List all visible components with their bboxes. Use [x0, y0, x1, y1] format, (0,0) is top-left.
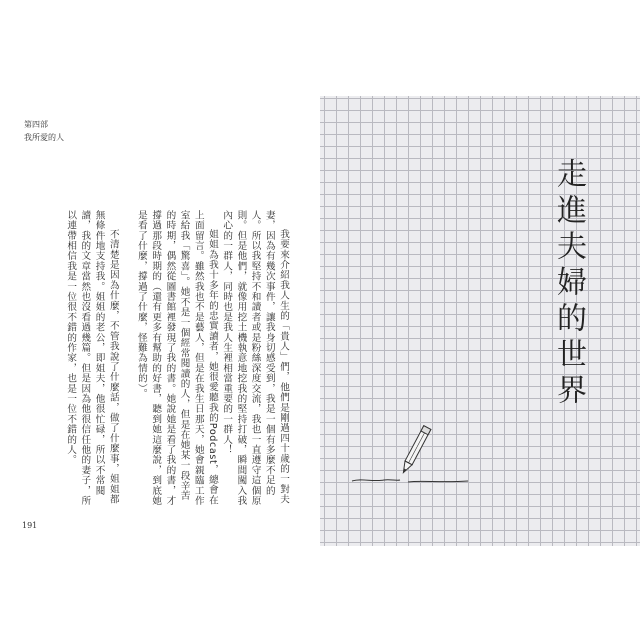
paragraph: 姐姐為我十多年的忠實讀者，她很愛聽我的Podcast，總會在上面留言。雖然我也不是藝人，但是在我生日那天，她會親臨工作室給我「驚喜」。她不是一個經常閱讀的人，但是在她某一段辛苦的時期，偶然從圖書館裡發現了我的書。她說她是看了我的書，才撐過那段時期的（還有更多有幫助的好書，聽到她這麼說，到底她是看了什麼，撐過了什麼，怪難為情的）。 — [135, 210, 218, 506]
section-label: 我所愛的人 — [24, 133, 64, 142]
chapter-opener-page — [320, 96, 640, 546]
part-label: 第四部 — [24, 120, 48, 129]
page-number: 191 — [22, 521, 38, 530]
chapter-title: 走進夫婦的世界 — [551, 158, 586, 410]
body-text — [28, 210, 290, 506]
running-header — [24, 118, 64, 144]
pencil-icon — [350, 421, 470, 491]
paragraph: 我要來介紹我人生的「貴人」們，他們是剛過四十歲的一對夫妻，因為有幾次事件，讓我身切感受到，我是一個有多麼不足的人。所以我堅持不和讀者或是粉絲深度交流，我也一直遵守這個原則。但是他們，就像用挖土機執意地挖我的堅持打破，瞬間闖入我內心的一群人，同時也是我人生裡相當重要的一群人！ — [221, 210, 289, 506]
paragraph: 不清楚是因為什麼，不管我說了什麼話，做了什麼事，姐姐都無條件地支持我。姐姐的老公，即姐夫，他很忙碌，所以不常閱讀，我的文章當然也沒看過幾篇。但是因為他很信任他的妻子，所以連帶相信我是一位很不錯的作家，也是一位不錯的人。 — [65, 210, 119, 506]
